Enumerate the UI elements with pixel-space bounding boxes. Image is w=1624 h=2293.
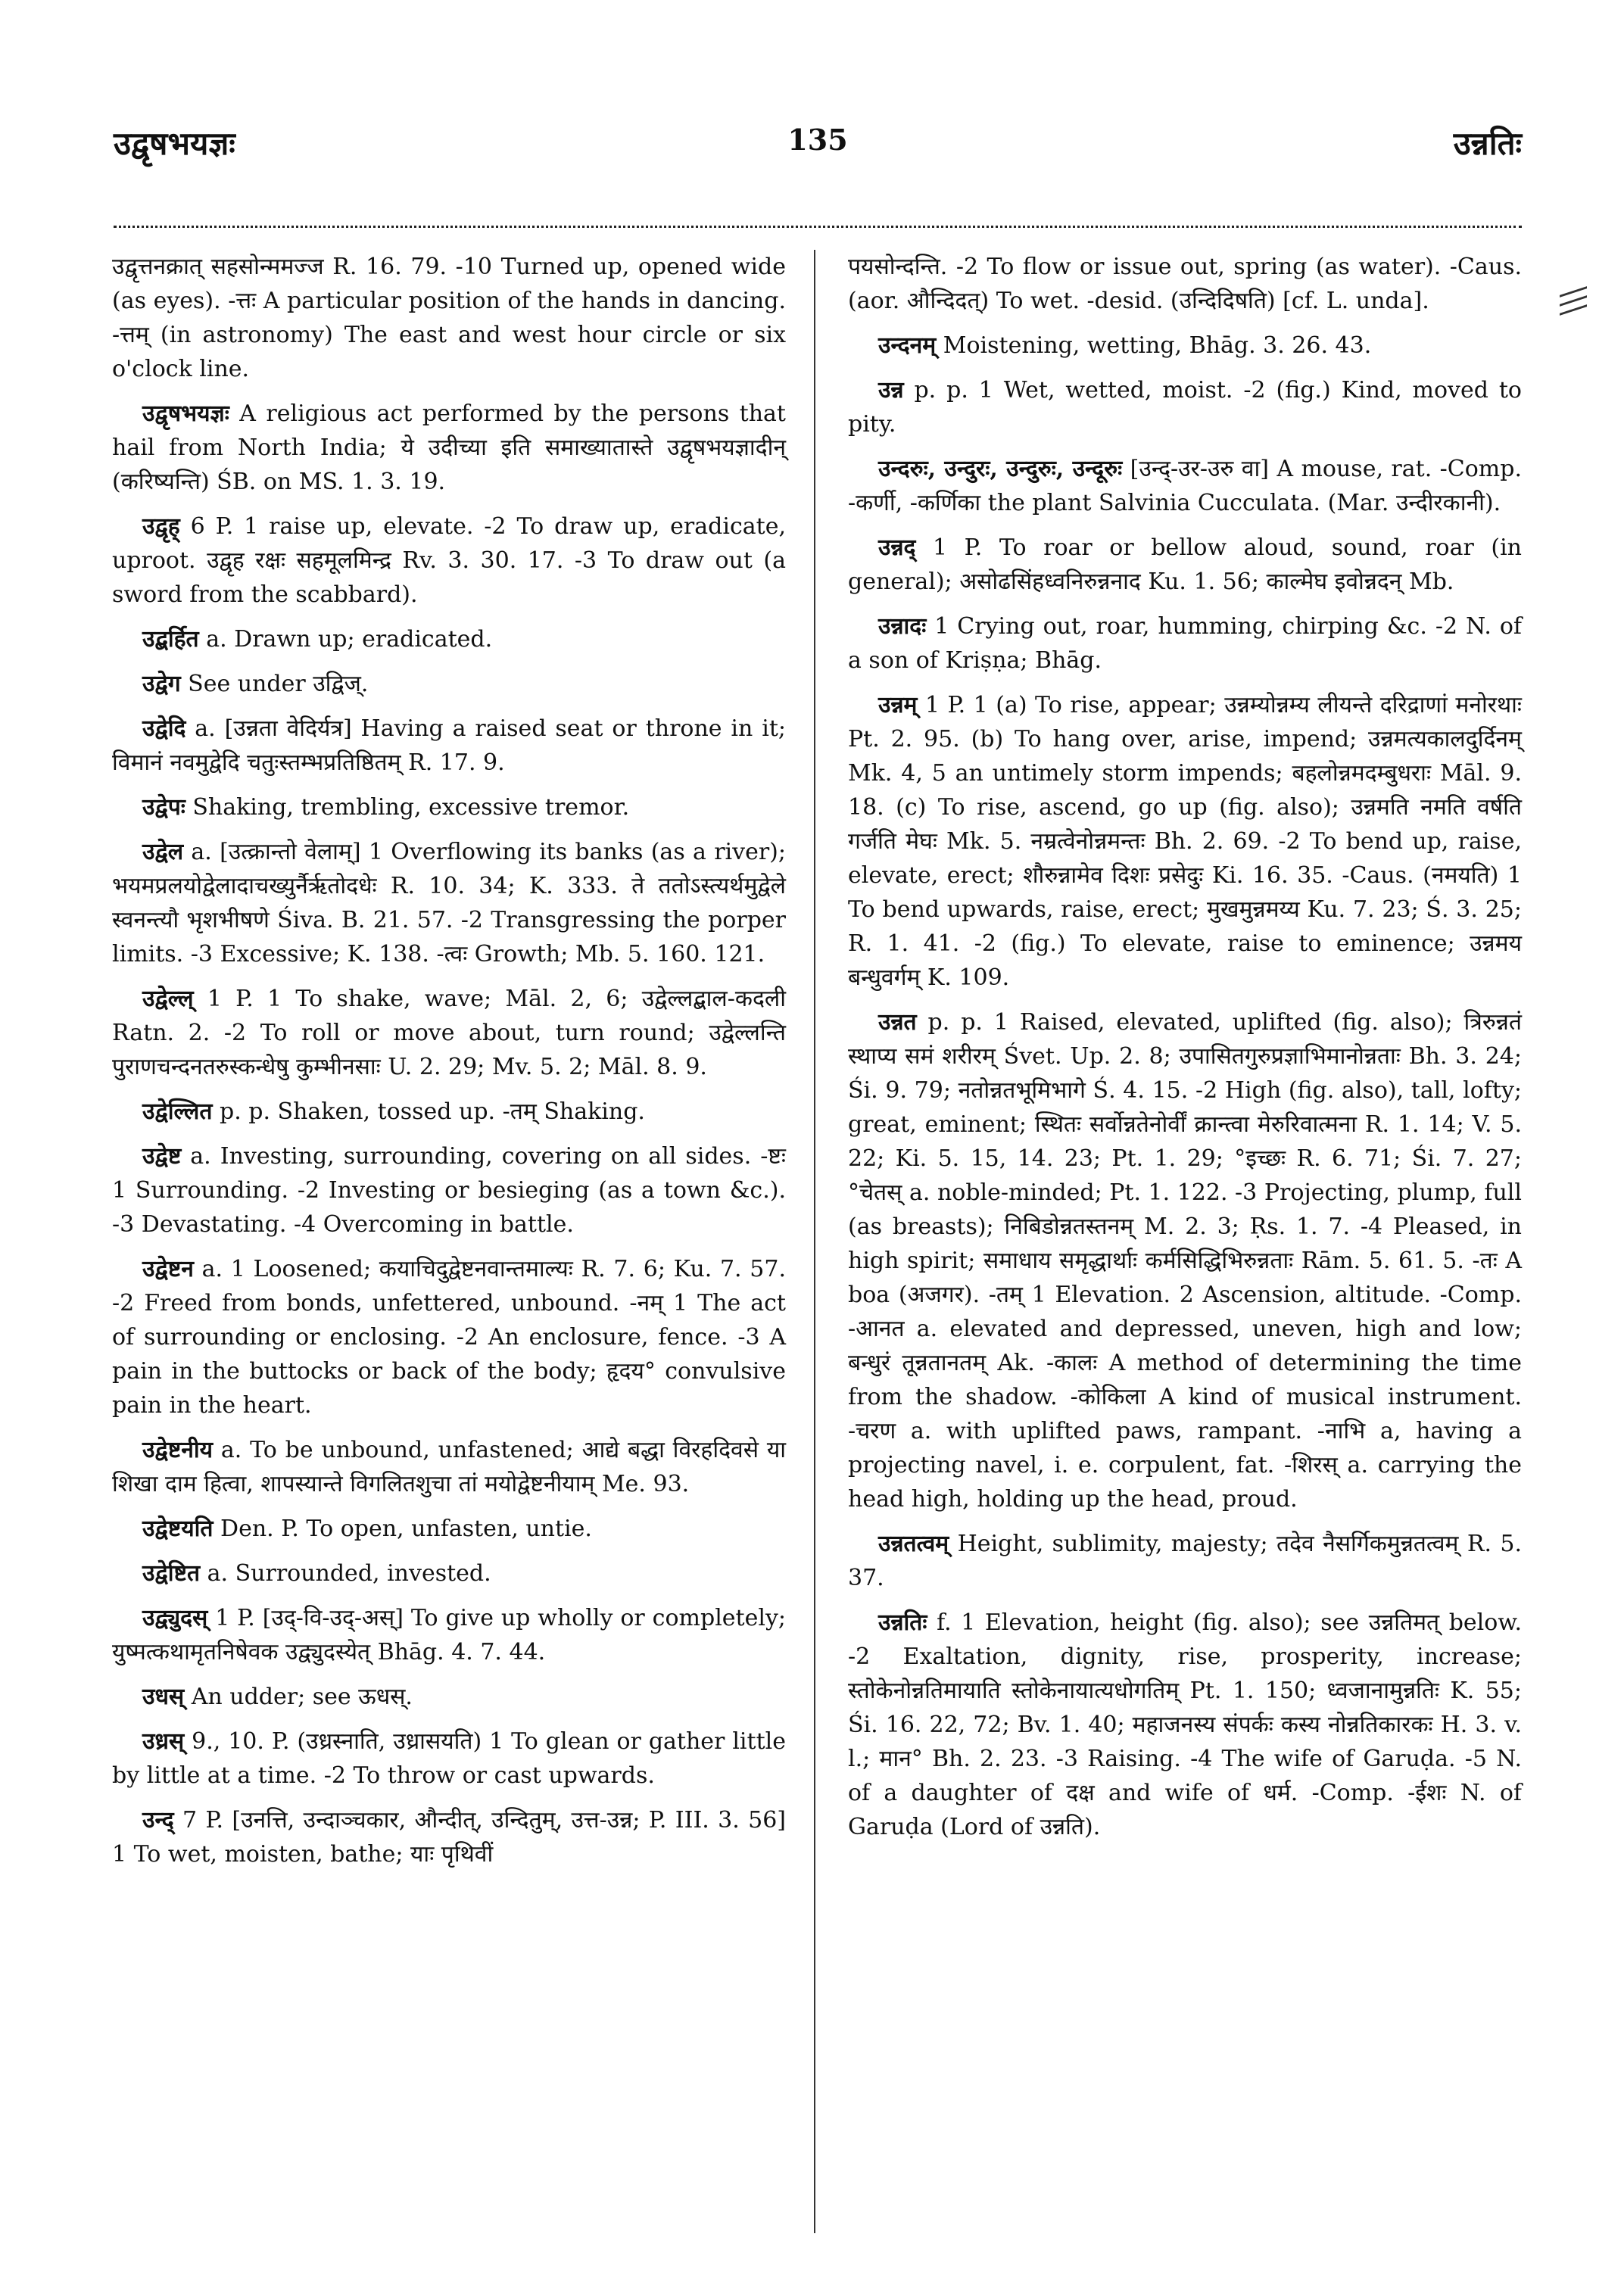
entry-headword: उन्न [878, 377, 904, 403]
entry-text: [उन्द्-उर-उरु वा] A mouse, rat. -Comp. -कर्णी, -कर्णिका the plant Salvinia Cucculata. (Mar. उन्दीरकानी). [848, 456, 1522, 516]
entry-text: Shaking, trembling, excessive tremor. [192, 794, 630, 821]
dictionary-entry [112, 667, 786, 701]
entry-headword: उन्दनम् [878, 332, 937, 359]
dictionary-entry [112, 712, 786, 780]
entry-headword: उद्वेष्टयति [142, 1516, 214, 1542]
entry-text: 1 P. 1 To shake, wave; Māl. 2, 6; उद्वेल्लद्बाल-कदली Ratn. 2. -2 To roll or move about, turn round; उद्वेल्लन्ति पुराणचन्दनतरुस्कन्धेषु कुम्भीनसाः U. 2. 29; Mv. 5. 2; Māl. 8. 9. [112, 986, 786, 1080]
entry-headword: उद्वृह् [142, 513, 180, 540]
entry-headword: उन्द् [142, 1807, 174, 1833]
header-rule [114, 226, 1522, 228]
dictionary-entry [848, 452, 1522, 520]
entry-headword: उन्नादः [878, 613, 927, 640]
entry-headword: उन्नत [878, 1009, 917, 1036]
entry-headword: उद्वेल [142, 839, 184, 865]
entry-headword: उद्वेष्ट [142, 1143, 182, 1170]
entry-headword: उद्बर्हित [142, 626, 199, 653]
header-right-headword: उन्नतिः [1453, 125, 1522, 162]
entry-text: 1 P. To roar or bellow aloud, sound, roar (in general); असोढसिंहध्वनिरुन्ननाद Ku. 1. 56; काल्मेघ इवोन्नदन् Mb. [848, 534, 1522, 595]
entry-headword: उद्वेपः [142, 794, 185, 821]
entry-headword: उद्वेग [142, 671, 181, 697]
entry-headword: उध्रस् [142, 1728, 185, 1755]
dictionary-entry [848, 1527, 1522, 1595]
column-divider [814, 250, 815, 2233]
entry-headword: उन्नम् [878, 692, 918, 718]
entry-text: a. Drawn up; eradicated. [206, 626, 493, 653]
dictionary-entry [112, 1512, 786, 1546]
header-left-headword: उद्वृषभयज्ञः [114, 125, 235, 162]
dictionary-entry [112, 250, 786, 386]
dictionary-entry [112, 622, 786, 656]
running-header [114, 114, 1522, 174]
entry-headword: उद्वेल्ल् [142, 986, 194, 1012]
entry-text: Den. P. To open, unfasten, untie. [220, 1516, 592, 1542]
dictionary-entry [848, 609, 1522, 678]
entry-text: a. Surrounded, invested. [207, 1560, 491, 1587]
entry-text: a. Investing, surrounding, covering on all sides. -ष्टः 1 Surrounding. -2 Investing or besieging (as a town &c.). -3 Devastating. -4 Overcoming in battle. [112, 1143, 786, 1238]
dictionary-entry [848, 250, 1522, 318]
entry-headword: उद्वेष्टनीय [142, 1437, 214, 1463]
dictionary-entry [848, 688, 1522, 995]
dictionary-entry [848, 329, 1522, 363]
entry-text: 1 P. [उद्-वि-उद्-अस्] To give up wholly or completely; युष्मत्कथामृतनिषेवक उद्व्युदस्येत् Bhāg. 4. 7. 44. [112, 1605, 786, 1665]
entry-text: p. p. Shaken, tossed up. -तम् Shaking. [219, 1098, 645, 1125]
entry-text: a. [उन्नता वेदिर्यत्र] Having a raised seat or throne in it; विमानं नवमुद्वेदि चतुःस्तम्भप्रतिष्ठितम् R. 17. 9. [112, 715, 787, 776]
entry-headword: उद्वेदि [142, 715, 186, 742]
entry-headword: उन्नतत्वम् [878, 1531, 949, 1557]
dictionary-entry [112, 1139, 786, 1242]
entry-text: 6 P. 1 raise up, elevate. -2 To draw up, eradicate, uproot. उद्वृह रक्षः सहमूलमिन्द्र Rv. 3. 30. 17. -3 To draw out (a sword from the scabbard). [112, 513, 786, 608]
entry-text: p. p. 1 Raised, elevated, uplifted (fig. also); त्रिरुन्नतं स्थाप्य समं शरीरम् Śvet. Up. 2. 8; उपासितगुरुप्रज्ञाभिमानोन्नताः Bh. 3. 24; Śi. 9. 79; नतोन्नतभूमिभागे Ś. 4. 15. -2 High (fig. also), tall, lofty; great, eminent; स्थितः सर्वोन्नतेनोर्वीं क्रान्त्वा मेरुरिवात्मना R. 1. 14; V. 5. 22; Ki. 5. 15, 14. 23; Pt. 1. 29; °इच्छः R. 6. 71; Śi. 7. 27; °चेतस् a. noble-minded; Pt. 1. 122. -3 Projecting, plump, full (as breasts); निबिडोन्नतस्तनम् M. 2. 3; Ṛs. 1. 7. -4 Pleased, in high spirit; समाधाय समृद्धार्थाः कर्मसिद्धिभिरुन्नताः Rām. 5. 61. 5. -तः A boa (अजगर). -तम् 1 Elevation. 2 Ascension, altitude. -Comp. -आनत a. elevated and depressed, uneven, high and low; बन्धुरं तून्नतानतम् Ak. -कालः A method of determining the time from the shadow. -कोकिला A kind of musical instrument. -चरण a. with uplifted paws, rampant. -नाभि a, having a projecting navel, i. e. corpulent, fat. -शिरस् a. carrying the head high, holding up the head, proud. [848, 1009, 1522, 1513]
entry-text: 9., 10. P. (उध्रस्नाति, उध्रासयति) 1 To glean or gather little by little at a time. -2 To throw or cast upwards. [112, 1728, 786, 1789]
entry-headword: उन्दरुः, उन्दुरः, उन्दुरुः, उन्दूरुः [878, 456, 1123, 482]
entry-text: a. To be unbound, unfastened; आद्ये बद्धा विरहदिवसे या शिखा दाम हित्वा, शापस्यान्ते विगलितशुचा तां मयोद्वेष्टनीयाम् Me. 93. [112, 1437, 786, 1497]
dictionary-entry [848, 373, 1522, 441]
entry-text: 1 P. 1 (a) To rise, appear; उन्नम्योन्नम्य लीयन्ते दरिद्राणां मनोरथाः Pt. 2. 95. (b) To hang over, arise, impend; उन्नमत्यकालदुर्दिनम् Mk. 4, 5 an untimely storm impends; बहलोन्नमदम्बुधराः Māl. 9. 18. (c) To rise, ascend, go up (fig. also); उन्नमति नमति वर्षति गर्जति मेघः Mk. 5. नम्रत्वेनोन्नमन्तः Bh. 2. 69. -2 To bend up, raise, elevate, erect; शौरुन्नामेव दिशः प्रसेदुः Ki. 16. 35. -Caus. (नमयति) 1 To bend upwards, raise, erect; मुखमुन्नमय्य Ku. 7. 23; Ś. 3. 25; R. 1. 41. -2 (fig.) To elevate, raise to eminence; उन्नमय बन्धुवर्गम् K. 109. [848, 692, 1522, 991]
entry-text: Moistening, wetting, Bhāg. 3. 26. 43. [943, 332, 1372, 359]
entry-headword: उधस् [142, 1684, 185, 1710]
dictionary-entry [112, 1556, 786, 1590]
entry-text: पयसोन्दन्ति. -2 To flow or issue out, spring (as water). -Caus. (aor. औन्दिदत्) To wet. -desid. (उन्दिदिषति) [cf. L. unda]. [848, 254, 1522, 314]
entry-headword: उद्वेष्टित [142, 1560, 201, 1587]
entry-headword: उद्व्युदस् [142, 1605, 208, 1631]
right-column [848, 250, 1522, 1855]
dictionary-entry [112, 1252, 786, 1422]
entry-text: a. [उत्क्रान्तो वेलाम्] 1 Overflowing its banks (as a river); भयमप्रलयोद्वेलादाचख्युर्नैर्ऋतोदधेः R. 10. 34; K. 333. ते ततोऽस्त्यर्थमुद्वेले स्वनन्त्यौ भृशभीषणे Śiva. B. 21. 57. -2 Transgressing the porper limits. -3 Excessive; K. 138. -त्वः Growth; Mb. 5. 160. 121. [112, 839, 786, 967]
dictionary-entry [848, 531, 1522, 599]
dictionary-entry [112, 835, 786, 971]
page-number: 135 [787, 123, 848, 157]
dictionary-entry [112, 790, 786, 824]
dictionary-entry [112, 1601, 786, 1669]
dictionary-entry [112, 1803, 786, 1871]
entry-headword: उन्नतिः [878, 1609, 927, 1636]
entry-text: f. 1 Elevation, height (fig. also); see उन्नतिमत् below. -2 Exaltation, dignity, rise, prosperity, increase; स्तोकेनोन्नतिमायाति स्तोकेनायात्यधोगतिम् Pt. 1. 150; ध्वजानामुन्नतिः K. 55; Śi. 16. 22, 72; Bv. 1. 40; महाजनस्य संपर्कः कस्य नोन्नतिकारकः H. 3. v. l.; मान° Bh. 2. 23. -3 Raising. -4 The wife of Garuḍa. -5 N. of a daughter of दक्ष and wife of धर्म. -Comp. -ईशः N. of Garuḍa (Lord of उन्नति). [848, 1609, 1522, 1840]
entry-text: 7 P. [उनत्ति, उन्दाञ्चकार, औन्दीत्, उन्दितुम्, उत्त-उन्न; P. III. 3. 56] 1 To wet, moisten, bathe; याः पृथिवीं [112, 1807, 786, 1868]
left-column [112, 250, 786, 1882]
entry-text: p. p. 1 Wet, wetted, moist. -2 (fig.) Kind, moved to pity. [848, 377, 1522, 438]
entry-text: See under उद्विज्. [188, 671, 369, 697]
margin-mark-icon [1560, 284, 1590, 352]
dictionary-entry [112, 397, 786, 499]
dictionary-entry [112, 1724, 786, 1793]
entry-headword: उद्वेष्टन [142, 1256, 194, 1282]
dictionary-entry [848, 1606, 1522, 1844]
entry-text: A religious act performed by the persons that hail from North India; ये उदीच्या इति समाख्यातास्ते उद्वृषभयज्ञादीन् (करिष्यन्ति) ŚB. on MS. 1. 3. 19. [112, 400, 786, 495]
dictionary-entry [112, 1680, 786, 1714]
dictionary-entry [112, 982, 786, 1084]
entry-headword: उद्वेल्लित [142, 1098, 213, 1125]
entry-text: 1 Crying out, roar, humming, chirping &c. -2 N. of a son of Kriṣṇa; Bhāg. [848, 613, 1522, 674]
dictionary-entry [112, 1095, 786, 1129]
entry-text: Height, sublimity, majesty; तदेव नैसर्गिकमुन्नतत्वम् R. 5. 37. [848, 1531, 1522, 1591]
entry-text: An udder; see ऊधस्. [191, 1684, 413, 1710]
dictionary-entry [112, 1433, 786, 1501]
entry-text: उद्वृत्तनक्रात् सहसोन्ममज्ज R. 16. 79. -10 Turned up, opened wide (as eyes). -त्तः A particular position of the hands in dancing. -त्तम् (in astronomy) The east and west hour circle or six o'clock line. [112, 254, 786, 382]
entry-text: a. 1 Loosened; कयाचिदुद्वेष्टनवान्तमाल्यः R. 7. 6; Ku. 7. 57. -2 Freed from bonds, unfettered, unbound. -नम् 1 The act of surrounding or enclosing. -2 An enclosure, fence. -3 A pain in the buttocks or back of the body; हृदय° convulsive pain in the heart. [112, 1256, 786, 1419]
dictionary-entry [112, 509, 786, 612]
entry-headword: उन्नद् [878, 534, 916, 561]
entry-headword: उद्वृषभयज्ञः [142, 400, 229, 427]
dictionary-entry [848, 1005, 1522, 1516]
